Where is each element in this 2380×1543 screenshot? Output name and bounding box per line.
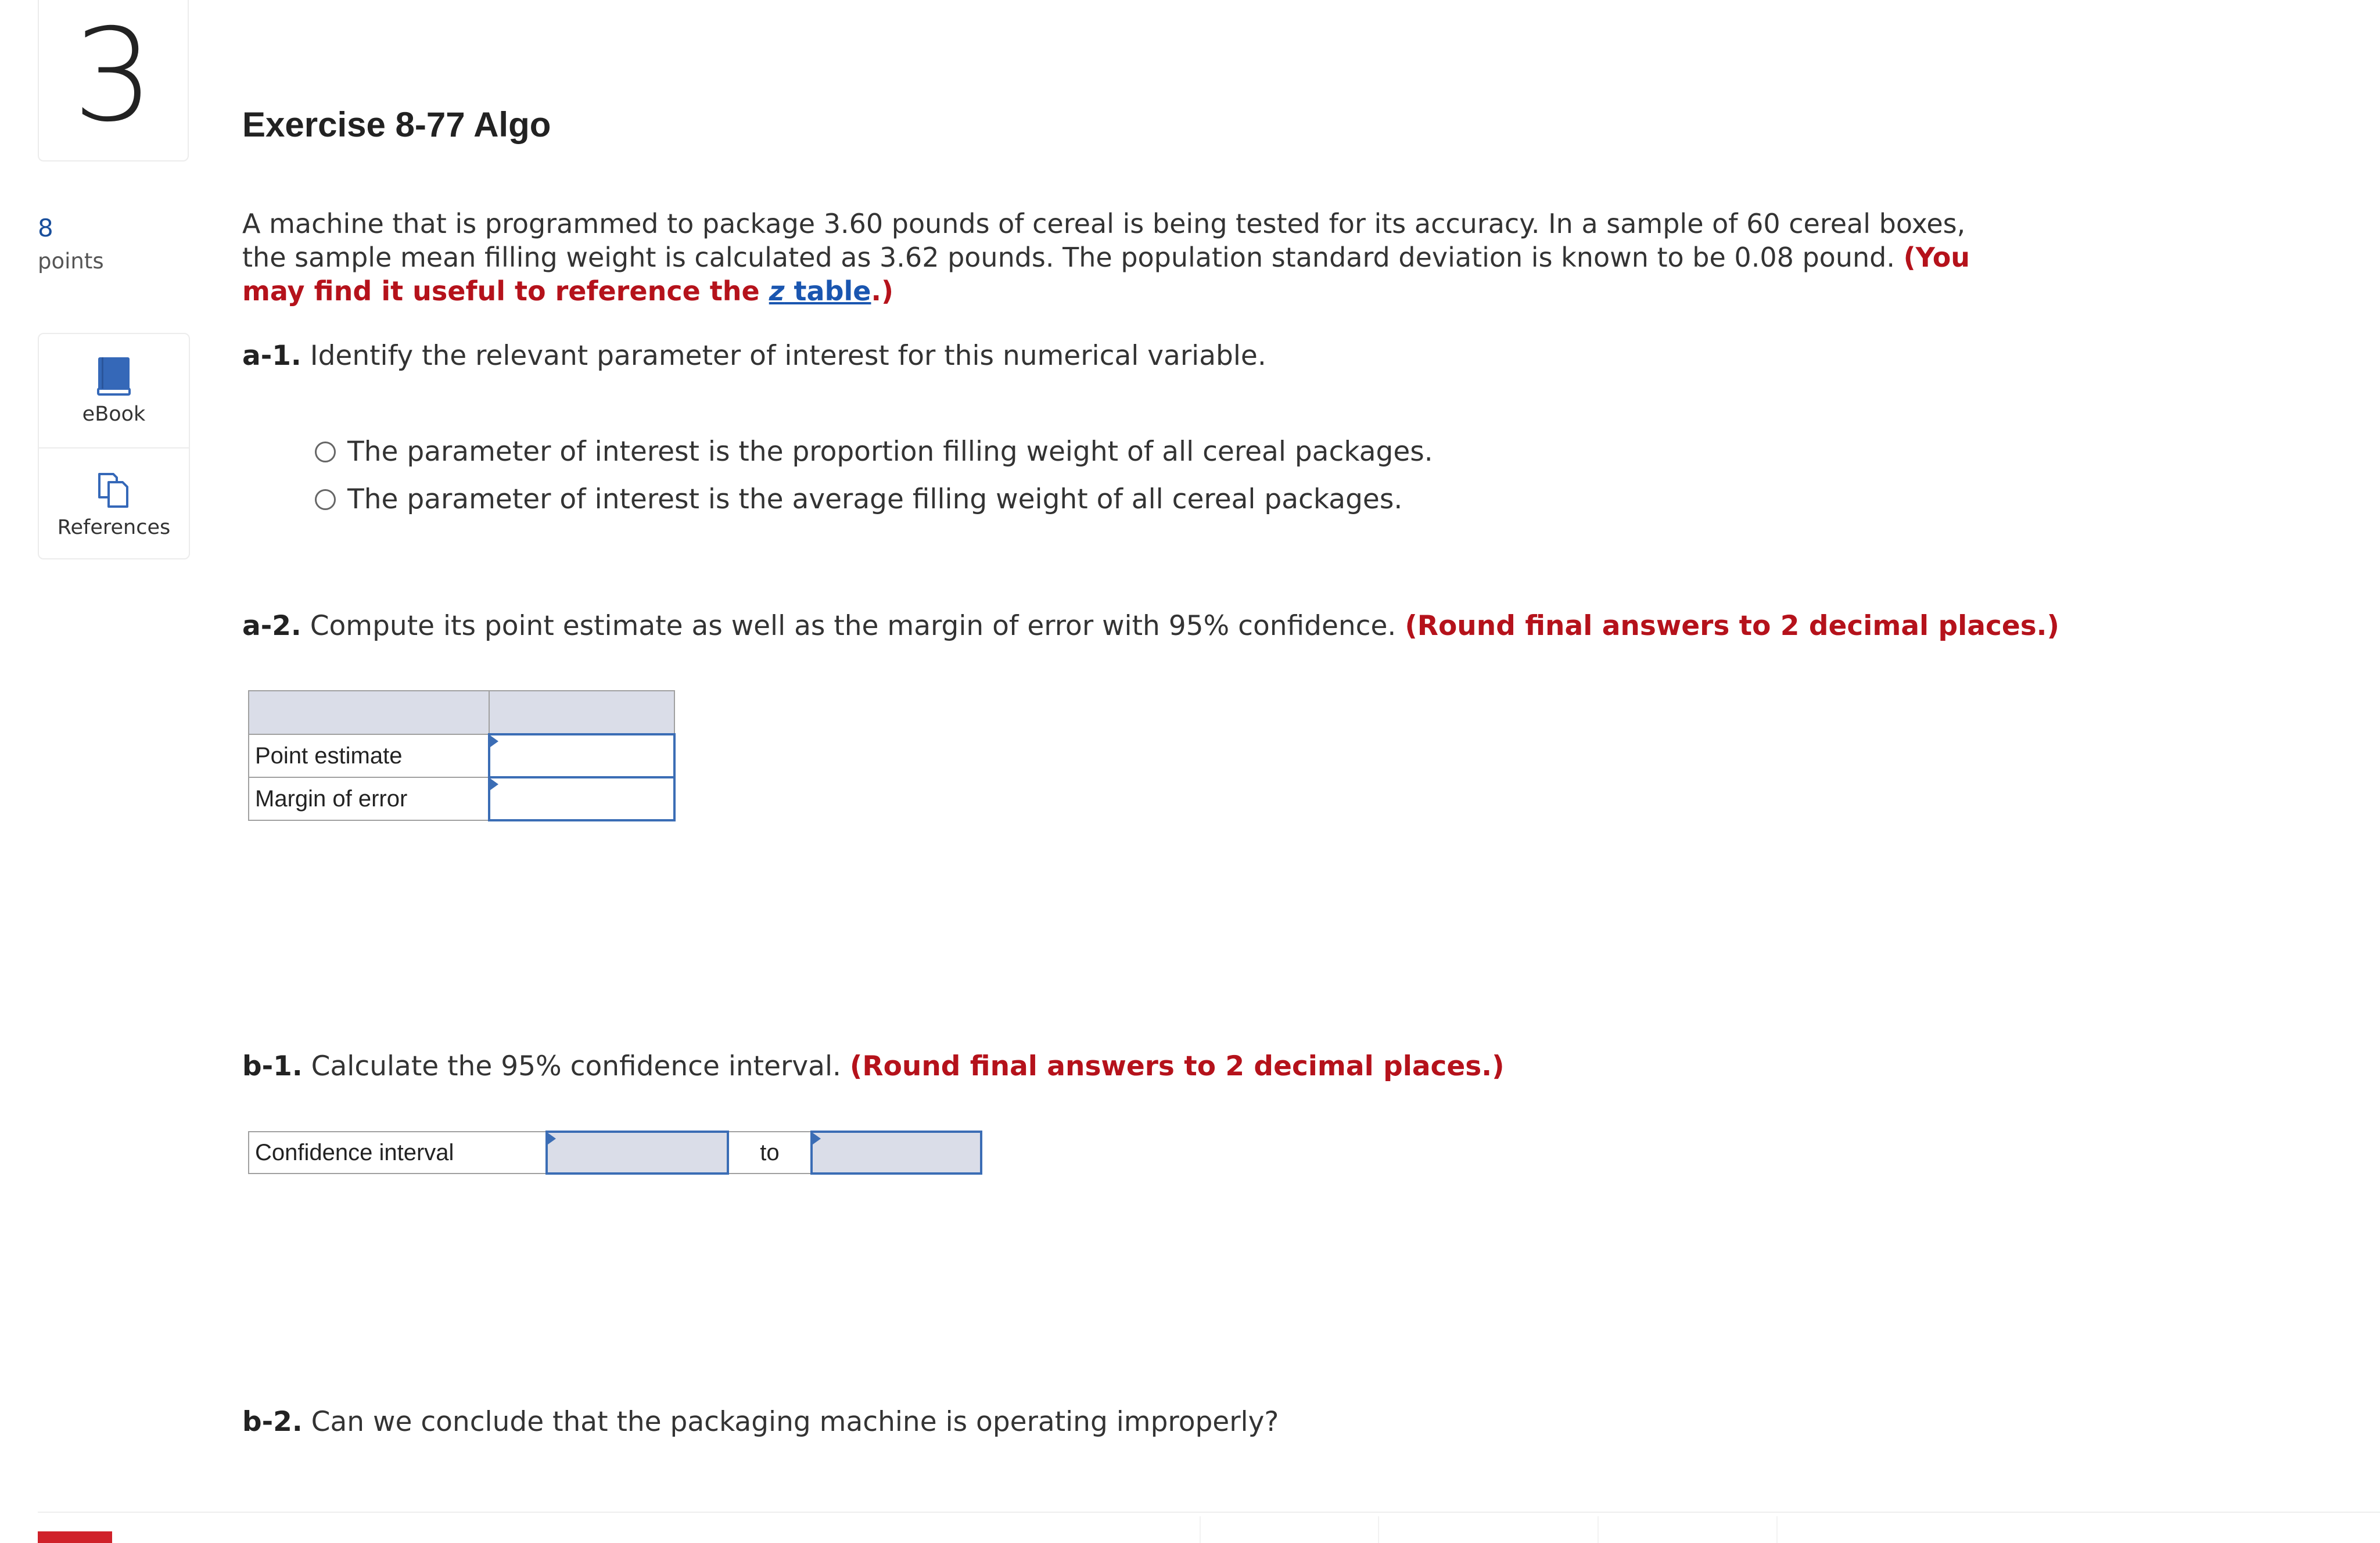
hint-suffix: .) — [871, 275, 893, 307]
table-header-cell — [489, 691, 674, 734]
part-a2-instruction: (Round final answers to 2 decimal places.) — [1405, 610, 2060, 642]
question-number-box — [38, 0, 189, 162]
table-row — [249, 1132, 981, 1174]
stem-text: A machine that is programmed to package 3.60 pounds of cereal is being tested for its accuracy. In a sample of 60 cereal boxes, the sample mean filling weight is calculated as 3.62 pounds. The population standard deviation is known to be 0.08 pound. — [242, 208, 1966, 273]
z-table-link-rest: table — [784, 275, 871, 307]
option-label: The parameter of interest is the average filling weight of all cereal packages. — [347, 483, 1403, 515]
hint-prefix: (You may find it useful to reference the — [242, 242, 1970, 307]
radio-button[interactable] — [315, 489, 336, 510]
table-header-row — [249, 691, 674, 734]
ci-lower-cell[interactable] — [547, 1132, 728, 1174]
ci-upper-cell[interactable] — [812, 1132, 981, 1174]
option-average[interactable] — [315, 483, 1402, 515]
input-marker-icon — [548, 1133, 556, 1144]
references-button[interactable] — [39, 447, 189, 561]
z-table-link-z: z — [769, 275, 785, 307]
table-row — [249, 777, 674, 820]
option-proportion[interactable] — [315, 436, 1433, 468]
bottom-divider — [1378, 1516, 1379, 1543]
estimate-table — [248, 690, 676, 821]
part-a2-label: a-2. — [242, 610, 301, 642]
ci-lower-input[interactable] — [548, 1140, 727, 1166]
margin-of-error-label: Margin of error — [249, 777, 489, 820]
bottom-divider — [1776, 1516, 1778, 1543]
part-a1-prompt — [242, 340, 1266, 372]
radio-button[interactable] — [315, 442, 336, 462]
input-marker-icon — [813, 1133, 821, 1144]
confidence-interval-label: Confidence interval — [249, 1132, 547, 1174]
tools-panel — [38, 333, 190, 559]
exercise-title: Exercise 8-77 Algo — [242, 105, 551, 144]
part-b1-prompt — [242, 1050, 1505, 1082]
part-a2-prompt — [242, 610, 2059, 642]
ebook-label: eBook — [82, 402, 146, 426]
ci-upper-input[interactable] — [813, 1140, 980, 1166]
bottom-divider — [1200, 1516, 1201, 1543]
option-label: The parameter of interest is the proportion filling weight of all cereal packages. — [347, 436, 1433, 468]
point-estimate-cell[interactable] — [489, 734, 674, 777]
confidence-interval-table — [248, 1131, 982, 1175]
points-label: points — [38, 249, 104, 274]
margin-of-error-input[interactable] — [490, 786, 673, 812]
input-marker-icon — [490, 778, 498, 790]
points-value: 8 — [38, 214, 53, 242]
to-label: to — [728, 1132, 811, 1174]
table-header-cell — [249, 691, 489, 734]
point-estimate-input[interactable] — [490, 743, 673, 769]
part-b2-text: Can we conclude that the packaging machine is operating improperly? — [311, 1406, 1279, 1438]
part-a1-text: Identify the relevant parameter of interest for this numerical variable. — [310, 340, 1266, 372]
margin-of-error-cell[interactable] — [489, 777, 674, 820]
bottom-divider — [38, 1512, 2380, 1513]
part-b1-label: b-1. — [242, 1050, 303, 1082]
part-b2-label: b-2. — [242, 1406, 303, 1438]
table-row — [249, 734, 674, 777]
footer-tab[interactable] — [38, 1531, 112, 1543]
ebook-button[interactable] — [39, 334, 189, 448]
references-label: References — [57, 515, 171, 539]
part-a2-text: Compute its point estimate as well as the margin of error with 95% confidence. — [310, 610, 1397, 642]
book-icon — [96, 356, 132, 396]
question-number: 3 — [73, 1, 154, 150]
part-b2-prompt — [242, 1406, 1279, 1438]
z-table-link[interactable] — [769, 275, 871, 307]
part-b1-instruction: (Round final answers to 2 decimal places.) — [849, 1050, 1505, 1082]
point-estimate-label: Point estimate — [249, 734, 489, 777]
part-b1-text: Calculate the 95% confidence interval. — [311, 1050, 841, 1082]
bottom-divider — [1598, 1516, 1599, 1543]
copy-pages-icon — [96, 469, 132, 509]
input-marker-icon — [490, 735, 498, 747]
question-stem — [242, 207, 2008, 308]
part-a1-label: a-1. — [242, 340, 301, 372]
